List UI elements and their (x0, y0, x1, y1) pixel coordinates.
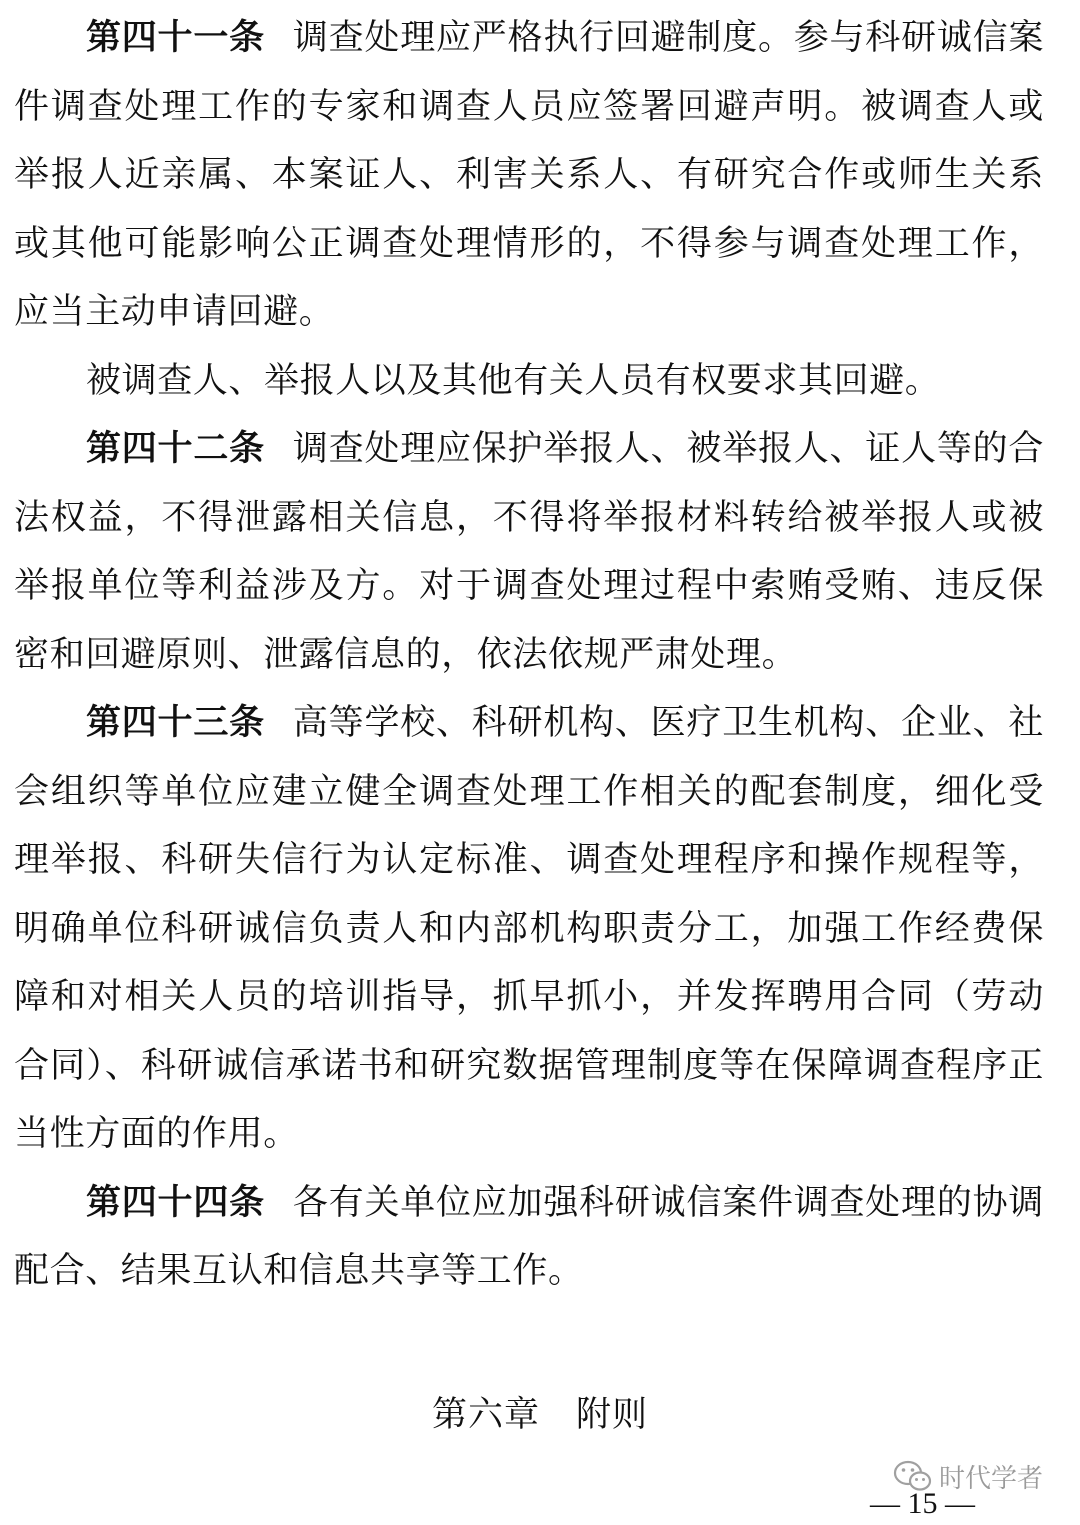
article-text: 被调查人、举报人以及其他有关人员有权要求其回避。 (86, 360, 941, 401)
article-heading: 第四十一条 (86, 18, 265, 58)
chapter-number: 第六章 (431, 1395, 540, 1435)
article-heading: 第四十四条 (86, 1182, 265, 1223)
article-44 (14, 1169, 1044, 1306)
article-text: 调查处理应严格执行回避制度。参与科研诚信案件调查处理工作的专家和调查人员应签署回避声明。被调查人或举报人近亲属、本案证人、利害关系人、有研究合作或师生关系或其他可能影响公正调查处理情形的，不得参与调查处理工作，应当主动申请回避。 (14, 18, 1044, 332)
article-41 (14, 4, 1044, 347)
chapter-heading (0, 1390, 1080, 1440)
watermark-text: 时代学者 (939, 1463, 1044, 1494)
article-43 (14, 689, 1044, 1169)
article-41-continuation (14, 347, 1044, 416)
article-text: 高等学校、科研机构、医疗卫生机构、企业、社会组织等单位应建立健全调查处理工作相关的配套制度，细化受理举报、科研失信行为认定标准、调查处理程序和操作规程等，明确单位科研诚信负责人和内部机构职责分工，加强工作经费保障和对相关人员的培训指导，抓早抓小，并发挥聘用合同（劳动合同）、科研诚信承诺书和研究数据管理制度等在保障调查程序正当性方面的作用。 (14, 703, 1044, 1154)
chapter-title: 附则 (576, 1395, 649, 1435)
article-42 (14, 415, 1044, 689)
document-body (14, 4, 1044, 1306)
article-heading: 第四十二条 (86, 429, 265, 469)
article-text: 调查处理应保护举报人、被举报人、证人等的合法权益，不得泄露相关信息，不得将举报材料转给被举报人或被举报单位等利益涉及方。对于调查处理过程中索贿受贿、违反保密和回避原则、泄露信息的，依法依规严肃处理。 (14, 429, 1044, 675)
article-heading: 第四十三条 (86, 703, 265, 743)
page-number: — 15 — (870, 1487, 975, 1520)
article-text: 各有关单位应加强科研诚信案件调查处理的协调配合、结果互认和信息共享等工作。 (14, 1182, 1044, 1291)
